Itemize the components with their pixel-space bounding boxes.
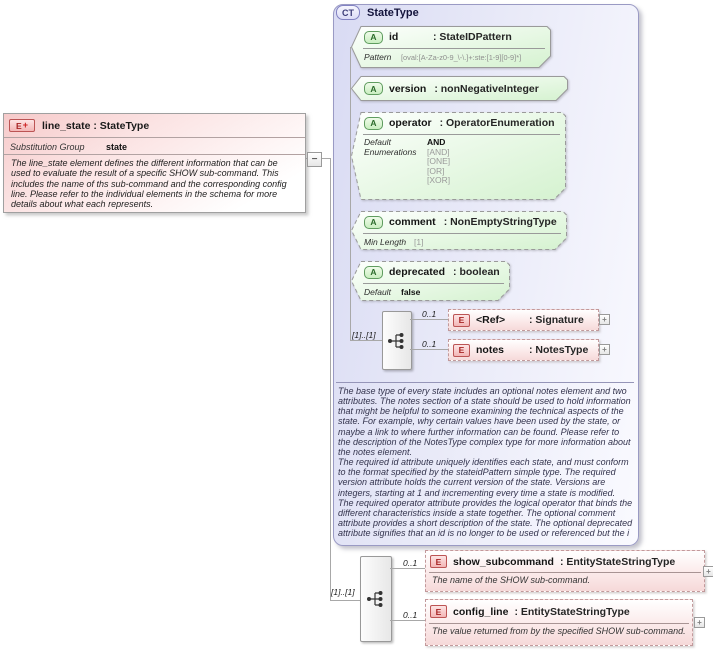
facet-rows [351, 135, 566, 186]
attribute-title-row [351, 76, 568, 101]
facet-label: Min Length [364, 237, 407, 247]
plus-icon: + [602, 344, 607, 354]
sequence-compositor[interactable] [360, 556, 392, 642]
element-title-row [449, 340, 598, 360]
attribute-name: deprecated [389, 266, 446, 278]
connector-line [350, 340, 382, 341]
facet-enum-value: [XOR] [427, 175, 451, 185]
expand-toggle[interactable] [694, 617, 705, 628]
complex-type-header [336, 5, 419, 20]
complex-type-title: StateType [367, 6, 419, 19]
attribute-type: : boolean [453, 266, 500, 278]
minus-icon: − [311, 153, 318, 165]
element-type: : EntityStateStringType [514, 605, 630, 618]
element-name: <Ref> [476, 314, 506, 326]
substitution-group-value: state [106, 141, 128, 152]
element-node-line_state[interactable] [3, 113, 306, 213]
element-icon: E [453, 314, 470, 327]
documentation-paragraph: The required id attribute uniquely identifies each state, and must conform to the format specified by the stateidPattern simple type. The required version attribute holds the current version of the state. Versions are integers, starting at 1 and incrementing every time a state is modified. The required operator attribute provides the logical operator that binds the different characteristics inside a state together. The optional comment attribute provides a short description of the state. The optional deprecated attribute signifies that an id is no longer to be used or referenced but the i [338, 457, 633, 539]
attribute-title-row [351, 261, 510, 283]
attribute-type: : NonEmptyStringType [443, 216, 557, 228]
sequence-icon [366, 590, 386, 608]
attribute-node-deprecated[interactable] [351, 261, 510, 301]
connector-line [330, 600, 360, 601]
attribute-type: : OperatorEnumeration [439, 117, 555, 129]
attribute-name: comment [389, 216, 436, 228]
element-icon: E [430, 605, 447, 618]
connector-line [390, 620, 425, 621]
facet-default-value: AND [427, 137, 446, 147]
facet-value: [oval:[A-Za-z0-9_\-\.]+:ste:[1-9][0-9]*] [401, 52, 522, 62]
attribute-node-id[interactable] [351, 26, 551, 68]
collapse-toggle[interactable] [307, 152, 322, 167]
facet-row-default [351, 284, 510, 297]
attribute-icon: A [364, 31, 383, 44]
attribute-name: operator [389, 117, 432, 129]
element-name: notes [476, 344, 505, 356]
element-documentation: The name of the SHOW sub-command. [432, 575, 591, 585]
complex-type-icon: CT [336, 5, 360, 20]
attribute-name: version [389, 82, 427, 95]
facet-value: [1] [414, 237, 424, 247]
attribute-icon: A [364, 82, 383, 95]
element-badge-letter: E [16, 120, 22, 131]
facet-label: Enumerations [364, 146, 417, 157]
element-icon: E [453, 344, 470, 357]
attribute-type: : nonNegativeInteger [434, 82, 539, 95]
element-type: : Signature [529, 314, 584, 326]
facet-row-minlength [351, 234, 567, 247]
connector-line [330, 158, 331, 601]
expand-toggle[interactable] [599, 344, 610, 355]
substitution-group-label: Substitution Group [10, 141, 85, 152]
facet-value: false [401, 287, 421, 297]
element-type: : EntityStateStringType [559, 555, 676, 568]
attribute-type: : StateIDPattern [433, 31, 512, 43]
attribute-node-operator[interactable] [351, 112, 566, 200]
occurrence-label: 0..1 [403, 610, 418, 620]
attribute-name: id [389, 31, 399, 43]
divider [336, 382, 634, 383]
facet-label: Default [364, 137, 391, 147]
facet-label: Pattern [364, 52, 392, 62]
element-icon: E [430, 555, 447, 568]
occurrence-label: [1]..[1] [331, 587, 355, 597]
element-node-show_subcommand[interactable] [425, 550, 705, 592]
connector-line [410, 319, 448, 320]
attribute-title-row [351, 112, 566, 134]
plus-icon: + [602, 314, 607, 324]
substitution-group-row [4, 138, 305, 155]
attribute-node-version[interactable] [351, 76, 568, 101]
attribute-icon: A [364, 266, 383, 279]
plus-icon: + [697, 617, 702, 627]
element-name: show_subcommand [453, 555, 554, 568]
facet-enum-value: [AND] [427, 146, 450, 157]
element-name: config_line [453, 605, 509, 618]
occurrence-label: [1]..[1] [352, 330, 376, 340]
element-node-notes[interactable] [448, 339, 599, 361]
element-type: : NotesType [529, 344, 589, 356]
expand-toggle[interactable] [703, 566, 713, 577]
facet-enum-value: [ONE] [427, 156, 451, 166]
attribute-title-row [351, 211, 567, 233]
element-node-config_line[interactable] [425, 599, 693, 646]
attribute-node-comment[interactable] [351, 211, 567, 250]
connector-line [390, 568, 425, 569]
element-node-ref[interactable] [448, 309, 599, 331]
attribute-icon: A [364, 216, 383, 229]
element-title-row [426, 551, 704, 572]
facet-label: Default [364, 287, 391, 297]
element-documentation: The value returned from by the specified SHOW sub-command. [432, 626, 686, 636]
expand-toggle[interactable] [599, 314, 610, 325]
occurrence-label: 0..1 [422, 339, 437, 349]
element-documentation: The line_state element defines the different information that can be used to evaluate the result of a specific SHOW sub-command. This includes the name of ths sub-command and the corresponding config line. Please refer to the individual elements in the schema for more details about what each represents. [11, 158, 287, 210]
element-node-title-row [4, 114, 305, 138]
global-element-icon [9, 119, 35, 132]
occurrence-label: 0..1 [422, 309, 437, 319]
plus-icon: + [706, 566, 711, 576]
facet-row-pattern [351, 49, 551, 62]
complex-type-documentation [338, 386, 633, 538]
facet-enum-value: [OR] [427, 165, 445, 176]
element-title: line_state : StateType [42, 119, 150, 132]
documentation-paragraph: The base type of every state includes an optional notes element and two attributes. The notes section of a state should be used to hold information that might be helpful to someone examining the technical aspects of the state. For example, why certain values have been used by the state, or maybe a link to where further information can be found. Please refer to the description of the NotesType complex type for more information about the notes element. [338, 386, 631, 457]
element-title-row [426, 600, 692, 623]
element-title-row [449, 310, 598, 330]
connector-line [410, 349, 448, 350]
attribute-icon: A [364, 117, 383, 130]
sequence-compositor[interactable] [382, 311, 412, 370]
occurrence-label: 0..1 [403, 558, 418, 568]
element-plus-icon: + [22, 120, 28, 130]
attribute-title-row [351, 26, 551, 48]
sequence-icon [387, 332, 407, 350]
